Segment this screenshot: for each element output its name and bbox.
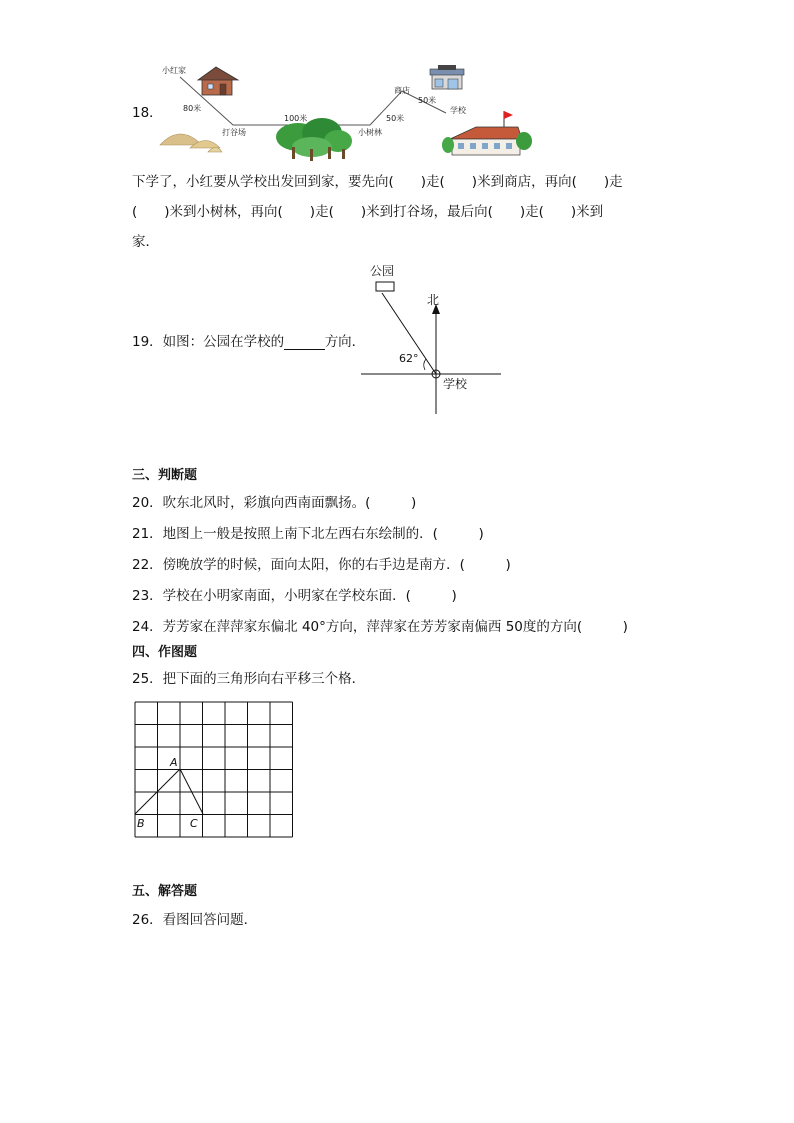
park-label: 公园 [370, 264, 395, 278]
q21-statement: 21．地图上一般是按照上南下北左西右东绘制的．( ) [132, 526, 484, 542]
q18-line1: 下学了，小红要从学校出发回到家，要先向( )走( )米到商店，再向( )走 [132, 174, 623, 190]
q24-statement: 24．芳芳家在萍萍家东偏北 40°方向，萍萍家在芳芳家南偏西 50度的方向( ) [132, 619, 628, 635]
q19-answer-blank[interactable] [284, 335, 325, 350]
distance-50a-label: 50米 [386, 114, 405, 123]
grid [135, 702, 293, 837]
q19-text-after: 方向． [324, 334, 366, 350]
q18-line3: 家． [132, 234, 159, 250]
distance-100-label: 100米 [284, 114, 308, 123]
q19-question [132, 333, 365, 351]
school-label-q19: 学校 [443, 377, 468, 391]
shop-label: 商店 [394, 86, 410, 95]
q18-route-map [150, 55, 550, 165]
park-marker-icon [376, 282, 394, 291]
section5-heading: 五、解答题 [132, 884, 198, 899]
q19-text-before: 19．如图：公园在学校的 [132, 334, 285, 350]
section4-heading: 四、作图题 [132, 645, 198, 660]
school-building-icon [442, 111, 532, 155]
threshing-field-icon [160, 134, 222, 152]
home-house-icon [198, 67, 238, 95]
section3-heading: 三、判断题 [132, 468, 198, 483]
q25-question: 25．把下面的三角形向右平移三个格． [132, 671, 366, 687]
point-a-label: A [170, 756, 178, 769]
grove-label: 小树林 [358, 128, 382, 137]
q25-grid-figure [133, 700, 295, 840]
q26-question: 26．看图回答问题． [132, 912, 258, 928]
q23-statement: 23．学校在小明家南面，小明家在学校东面．( ) [132, 588, 457, 604]
q20-statement: 20．吹东北风时，彩旗向西南面飘扬。( ) [132, 495, 417, 511]
home-label: 小红家 [162, 66, 186, 75]
threshing-label: 打谷场 [222, 128, 246, 137]
angle-label: 62° [399, 352, 419, 365]
point-c-label: C [190, 817, 198, 830]
distance-50b-label: 50米 [418, 96, 437, 105]
q18-number: 18． [132, 105, 163, 121]
q19-direction-diagram [355, 260, 515, 420]
point-b-label: B [137, 817, 145, 830]
school-label: 学校 [450, 106, 466, 115]
q22-statement: 22．傍晚放学的时候，面向太阳，你的右手边是南方．( ) [132, 557, 511, 573]
angle-arc [424, 359, 426, 370]
north-label: 北 [427, 293, 440, 307]
distance-80-label: 80米 [183, 104, 202, 113]
grove-trees-icon [276, 118, 352, 161]
shop-icon [430, 65, 464, 89]
q18-line2: ( )米到小树林，再向( )走( )米到打谷场，最后向( )走( )米到 [132, 204, 604, 220]
